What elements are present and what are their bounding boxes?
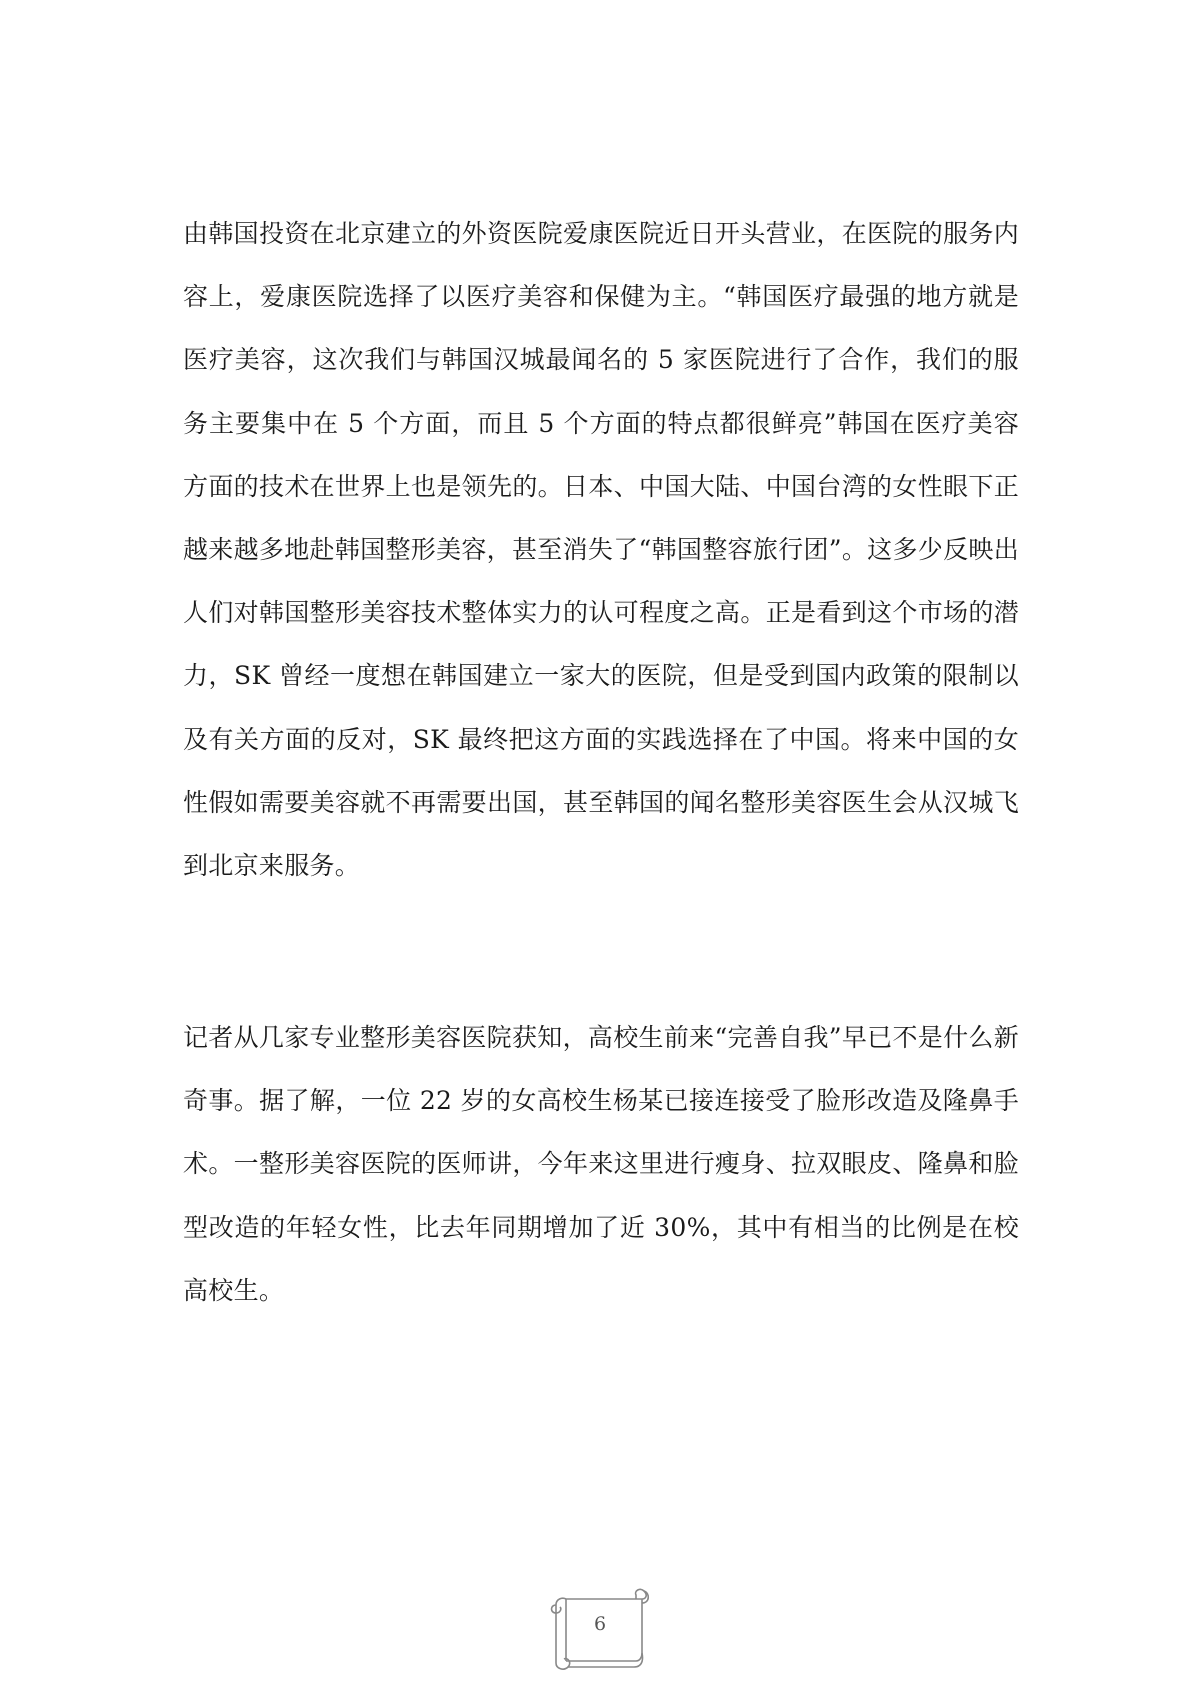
- paragraph-2: 记者从几家专业整形美容医院获知，高校生前来“完善自我”早已不是什么新奇事。据了解，一位 22 岁的女高校生杨某已接连接受了脸形改造及隆鼻手术。一整形美容医院的医师讲，今年来这里进行瘦身、拉双眼皮、隆鼻和脸型改造的年轻女性，比去年同期增加了近 30%，其中有相当的比例是在校高校生。: [183, 1023, 1019, 1305]
- paragraph-1: 由韩国投资在北京建立的外资医院爱康医院近日开头营业，在医院的服务内容上，爱康医院选择了以医疗美容和保健为主。“韩国医疗最强的地方就是医疗美容，这次我们与韩国汉城最闻名的 5 家医院进行了合作，我们的服务主要集中在 5 个方面，而且 5 个方面的特点都很鲜亮”韩国在医疗美容方面的技术在世界上也是领先的。日本、中国大陆、中国台湾的女性眼下正越来越多地赴韩国整形美容，甚至消失了“韩国整容旅行团”。这多少反映出人们对韩国整形美容技术整体实力的认可程度之高。正是看到这个市场的潜力，SK 曾经一度想在韩国建立一家大的医院，但是受到国内政策的限制以及有关方面的反对，SK 最终把这方面的实践选择在了中国。将来中国的女性假如需要美容就不再需要出国，甚至韩国的闻名整形美容医生会从汉城飞到北京来服务。: [183, 219, 1019, 881]
- page-number: 6: [593, 1613, 607, 1635]
- page-number-footer: [544, 1583, 656, 1673]
